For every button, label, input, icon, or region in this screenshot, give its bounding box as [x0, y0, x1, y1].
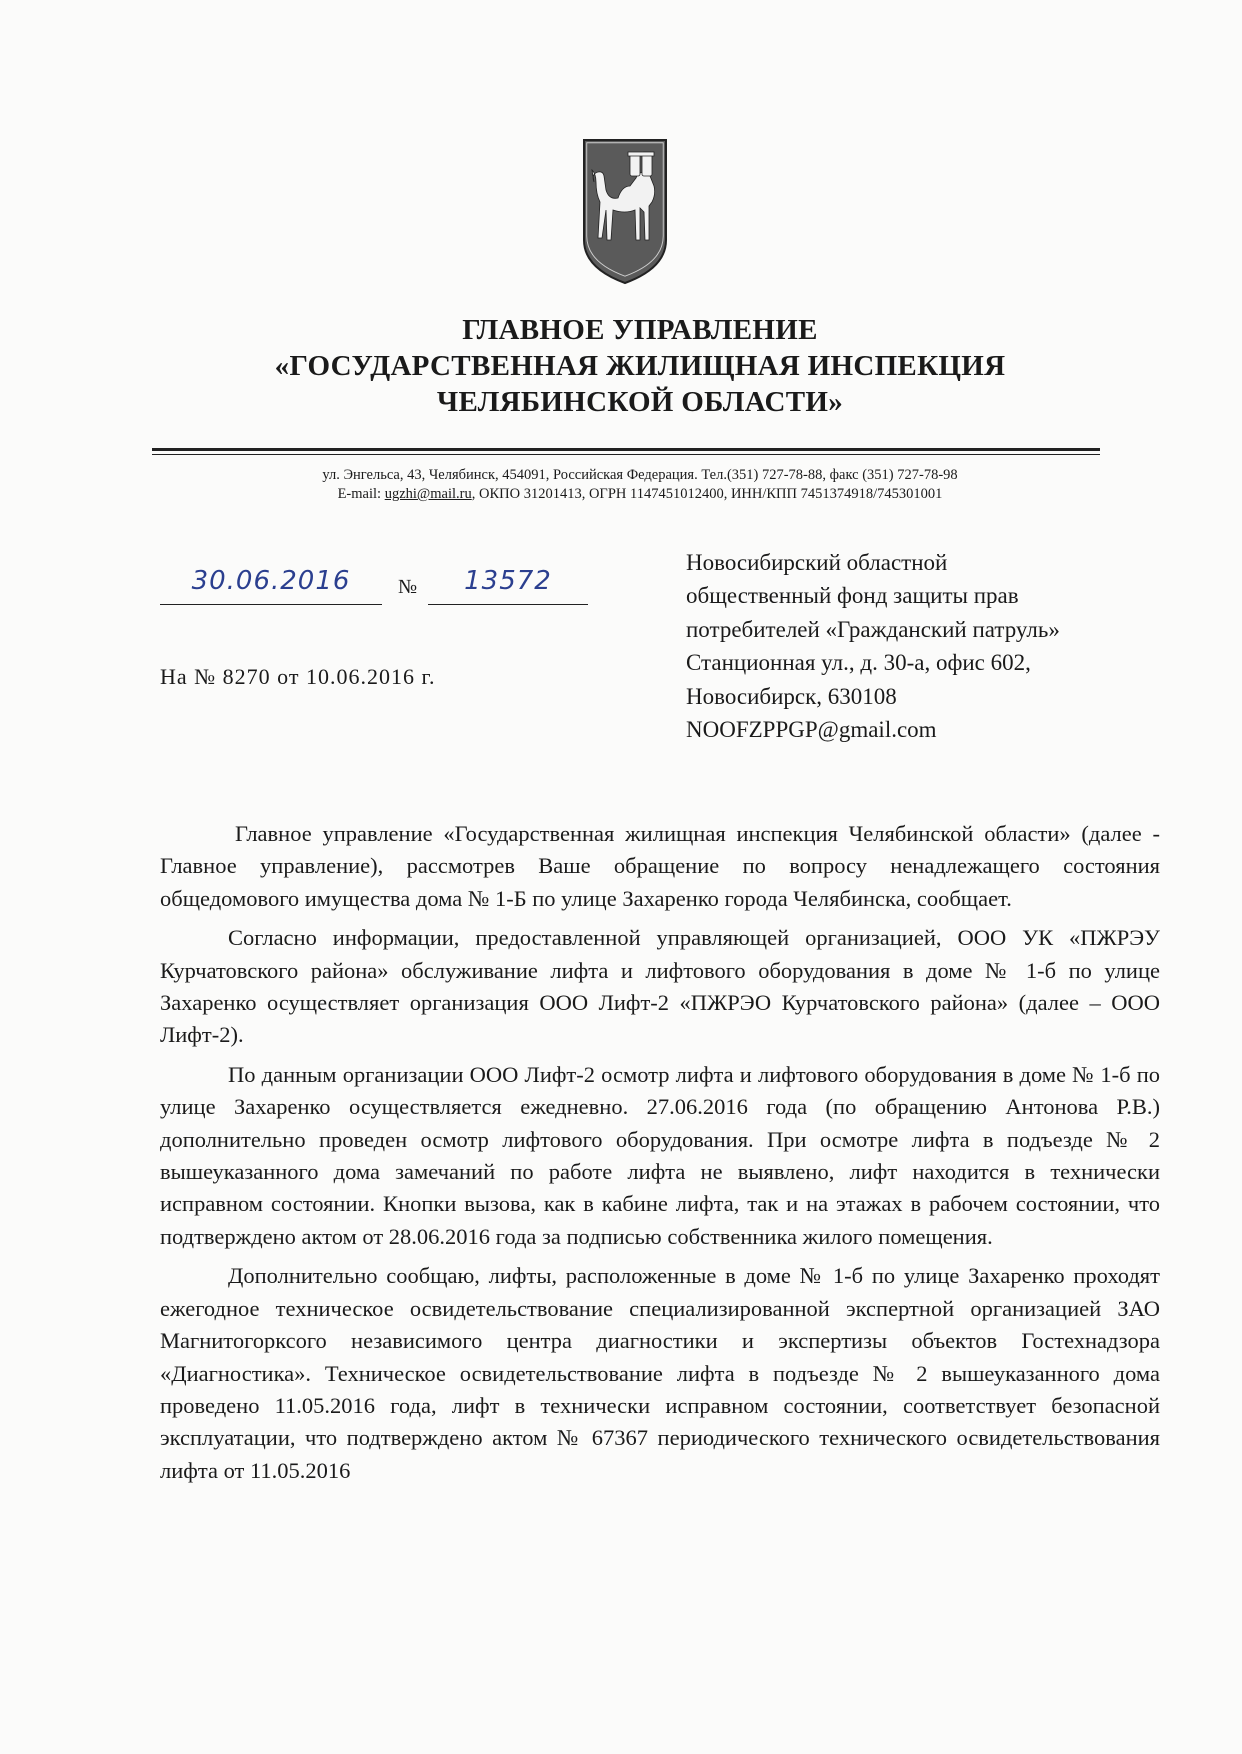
letter-body — [160, 818, 1160, 1494]
title-line-1: ГЛАВНОЕ УПРАВЛЕНИЕ — [462, 314, 818, 346]
outgoing-date: 30.06.2016 — [160, 566, 382, 605]
body-paragraph: Согласно информации, предоставленной управляющей организацией, ООО УК «ПЖРЭУ Курчатовского района» обслуживание лифта и лифтового оборудования в доме № 1-б по улице Захаренко осуществляет организация ООО Лифт-2 «ПЖРЭО Курчатовского района» (далее – ООО Лифт-2). — [160, 925, 1160, 1048]
addressee-line: Новосибирск, 630108 — [686, 683, 897, 709]
address-line: ул. Энгельса, 43, Челябинск, 454091, Российская Федерация. Тел.(351) 727-78-88, факс (351) 727-78-98 — [322, 467, 958, 483]
header-divider-thick — [152, 448, 1100, 451]
addressee-block — [686, 546, 1060, 746]
title-line-3: ЧЕЛЯБИНСКОЙ ОБЛАСТИ» — [436, 386, 844, 418]
addressee-email: NOOFZPPGP@gmail.com — [686, 717, 937, 743]
email-prefix: E-mail: — [337, 486, 385, 502]
coat-of-arms-camel-icon — [580, 136, 670, 286]
organization-title — [150, 312, 1130, 420]
contact-block — [150, 466, 1130, 504]
body-paragraph: Главное управление «Государственная жилищная инспекция Челябинской области» (далее - Главное управление), рассмотрев Ваше обращение по вопросу ненадлежащего состояния общедомового имущества дома № 1-Б по улице Захаренко города Челябинска, сообщает. — [160, 821, 1160, 911]
addressee-line: общественный фонд защиты прав — [686, 583, 1019, 609]
outgoing-number: 13572 — [428, 566, 588, 605]
header-divider-thin — [152, 454, 1100, 455]
company-ids: , ОКПО 31201413, ОГРН 1147451012400, ИНН/КПП 7451374918/745301001 — [471, 486, 943, 502]
addressee-line: потребителей «Гражданский патруль» — [686, 616, 1060, 642]
reply-reference: На № 8270 от 10.06.2016 г. — [160, 664, 436, 689]
body-paragraph: По данным организации ООО Лифт-2 осмотр лифта и лифтового оборудования в доме № 1-б по улице Захаренко осуществляется ежедневно. 27.06.2016 года (по обращению Антонова Р.В.) дополнительно проведен осмотр лифтового оборудования. При осмотре лифта в подъезде № 2 вышеуказанного дома замечаний по работе лифта не выявлено, лифт находится в технически исправном состоянии. Кнопки вызова, как в кабине лифта, так и на этажах в рабочем состоянии, что подтверждено актом от 28.06.2016 года за подписью собственника жилого помещения. — [160, 1061, 1160, 1249]
email-link[interactable]: ugzhi@mail.ru — [384, 486, 472, 502]
addressee-line: Новосибирский областной — [686, 550, 948, 575]
requisites-line — [150, 485, 1130, 504]
title-line-2: «ГОСУДАРСТВЕННАЯ ЖИЛИЩНАЯ ИНСПЕКЦИЯ — [274, 350, 1006, 382]
body-paragraph: Дополнительно сообщаю, лифты, расположенные в доме № 1-б по улице Захаренко проходят ежегодное техническое освидетельствование специализированной экспертной организацией ЗАО Магнитогорксого независимого центра диагностики и экспертизы объектов Гостехнадзора «Диагностика». Техническое освидетельствование лифта в подъезде № 2 вышеуказанного дома проведено 11.05.2016 года, лифт в технически исправном состоянии, соответствует безопасной эксплуатации, что подтверждено актом № 67367 периодического технического освидетельствования лифта от 11.05.2016 — [160, 1263, 1160, 1483]
number-sign: № — [398, 576, 418, 598]
addressee-line: Станционная ул., д. 30-а, офис 602, — [686, 650, 1031, 676]
